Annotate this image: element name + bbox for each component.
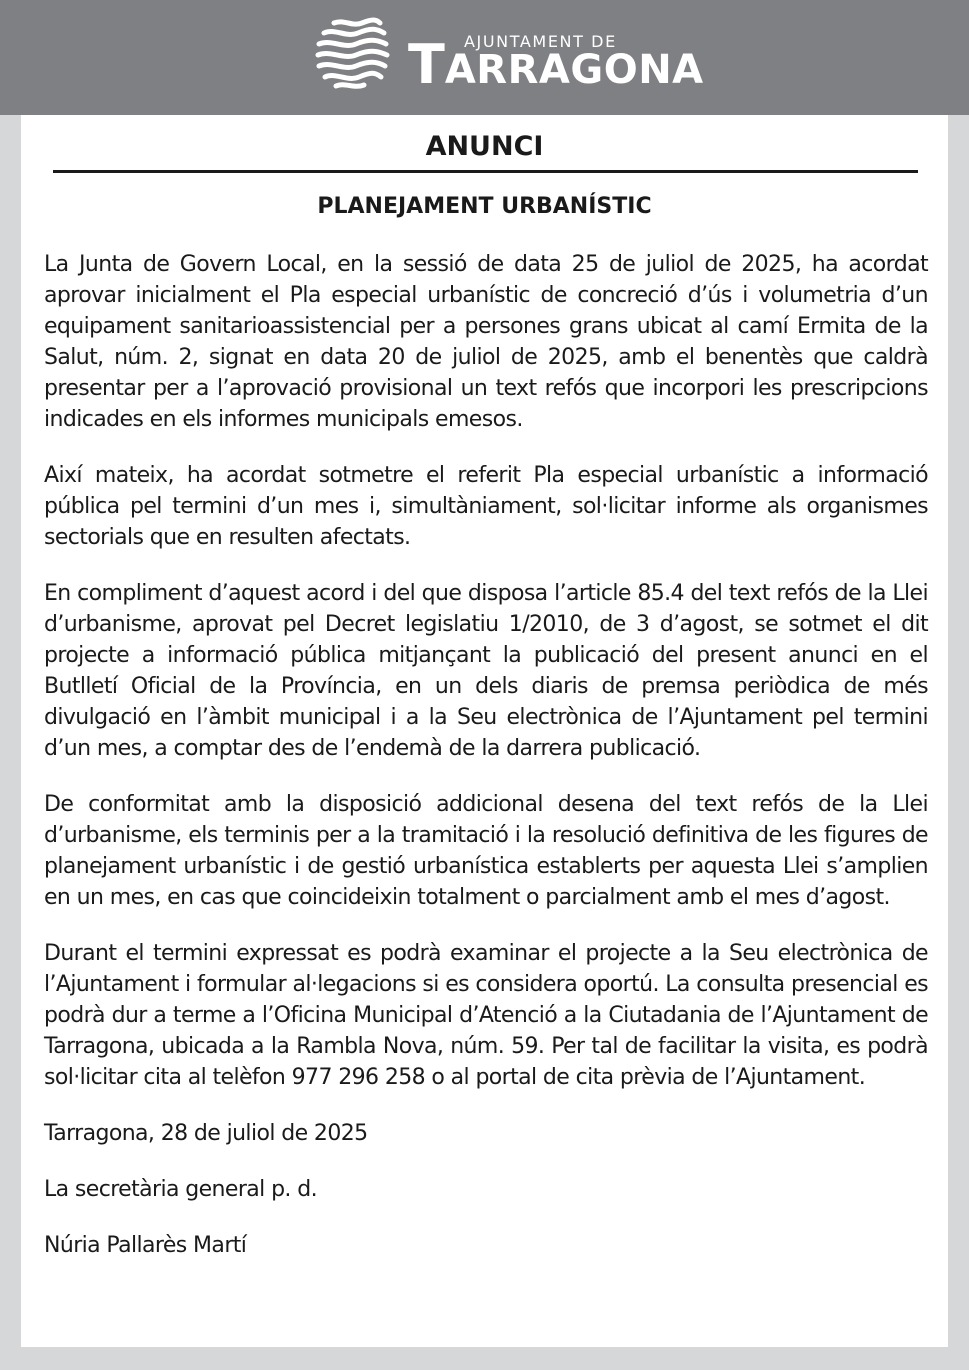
paragraph: La Junta de Govern Local, en la sessió de data 25 de juliol de 2025, ha acordat aprovar inicialment el Pla especial urbanístic de concreció d’ús i volumetria d’un equipament sanitarioassistencial per a persones grans ubicat al camí Ermita de la Salut, núm. 2, signat en data 20 de juliol de 2025, amb el benentès que caldrà presentar per a l’aprovació provisional un text refós que incorpori les prescripcions indicades en els informes municipals emesos. bbox=[44, 252, 928, 432]
signer-name: Núria Pallarès Martí bbox=[44, 1233, 247, 1258]
paragraph: En compliment d’aquest acord i del que disposa l’article 85.4 del text refós de la Llei d’urbanisme, aprovat pel Decret legislatiu 1/2010, de 3 d’agost, se sotmet el dit projecte a informació pública mitjançant la publicació del present anunci en el Butlletí Oficial de la Província, en un dels diaris de premsa periòdica de més divulgació en l’àmbit municipal i a la Seu electrònica de l’Ajuntament pel termini d’un mes, a comptar des de l’endemà de la darrera publicació. bbox=[44, 581, 928, 761]
tarragona-waves-logo-icon bbox=[314, 17, 390, 89]
header-banner bbox=[0, 0, 969, 115]
notice-body bbox=[44, 249, 928, 1286]
logo-wordmark bbox=[408, 35, 704, 100]
title-divider bbox=[53, 170, 918, 173]
logo-subtitle: AJUNTAMENT DE bbox=[464, 32, 617, 51]
paragraph: Durant el termini expressat es podrà examinar el projecte a la Seu electrònica de l’Ajuntament i formular al·legacions si es considera oportú. La consulta presencial es podrà dur a terme a l’Oficina Municipal d’Atenció a la Ciutadania de l’Ajuntament de Tarragona, ubicada a la Rambla Nova, núm. 59. Per tal de facilitar la visita, es podrà sol·licitar cita al telèfon 977 296 258 o al portal de cita prèvia de l’Ajuntament. bbox=[44, 941, 928, 1090]
notice-panel bbox=[21, 115, 948, 1347]
logo-initial: T bbox=[408, 33, 445, 96]
paragraph: De conformitat amb la disposició addicional desena del text refós de la Llei d’urbanisme, els terminis per a la tramitació i la resolució definitiva de les figures de planejament urbanístic i de gestió urbanística establerts per aquesta Llei s’amplien en un mes, en cas que coincideixin totalment o parcialment amb el mes d’agost. bbox=[44, 792, 928, 910]
notice-subtitle: PLANEJAMENT URBANÍSTIC bbox=[317, 194, 652, 219]
place-date: Tarragona, 28 de juliol de 2025 bbox=[44, 1121, 368, 1146]
logo-rest: ARRAGONA bbox=[444, 47, 704, 93]
paragraph: Així mateix, ha acordat sotmetre el referit Pla especial urbanístic a informació pública pel termini d’un mes i, simultàniament, sol·licitar informe als organismes sectorials que en resulten afectats. bbox=[44, 463, 928, 550]
notice-title: ANUNCI bbox=[425, 131, 544, 162]
signer-role: La secretària general p. d. bbox=[44, 1177, 317, 1202]
